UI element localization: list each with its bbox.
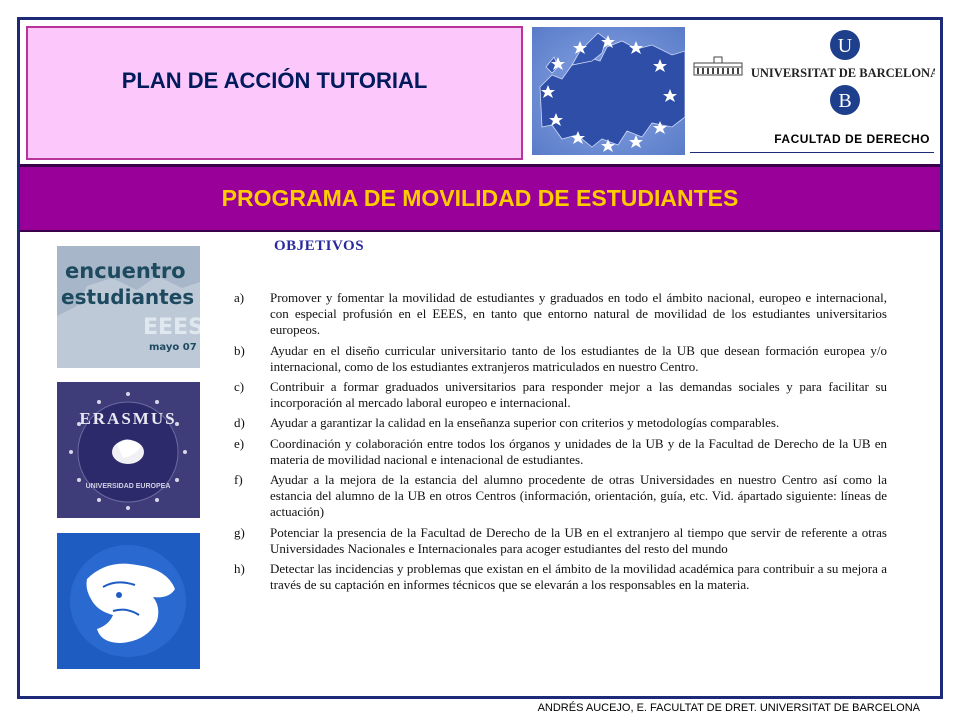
objective-text: Promover y fomentar la movilidad de estudiantes y graduados en todo el ámbito nacional, europeo e internacional, con especial profusión en el EEES, en tanto que entorno natural de movilidad de los estudiantes universitarios europeos. — [270, 290, 887, 338]
europe-map-image — [532, 27, 685, 155]
program-banner — [20, 164, 940, 232]
objective-letter: g) — [234, 524, 245, 540]
objective-item — [231, 290, 887, 339]
footer-credit: ANDRÉS AUCEJO, E. FACULTAT DE DRET. UNIVERSITAT DE BARCELONA — [537, 702, 920, 714]
erasmus-logo-image — [57, 382, 200, 518]
objective-text: Coordinación y colaboración entre todos los órganos y unidades de la UB y de la Facultad de Derecho de la UB en materia de movilidad nacional e intenacional de estudiantes. — [270, 435, 887, 467]
objective-item — [231, 525, 887, 557]
university-logo — [690, 27, 935, 127]
objectives-list — [231, 290, 887, 597]
objective-letter: c) — [234, 379, 245, 395]
objective-text: Ayudar en el diseño curricular universitario tanto de los estudiantes de la UB que desean formación europea y/o internacional, como de los estudiantes extranjeros matriculados en nuestro Centro. — [270, 342, 887, 374]
encuentro-line3: EEES — [143, 315, 200, 340]
erasmus-top-text: ERASMUS — [79, 409, 177, 428]
encuentro-line4: mayo 07 — [149, 342, 197, 353]
objective-text: Ayudar a garantizar la calidad en la enseñanza superior con criterios y metodologías comparables. — [270, 415, 780, 431]
encuentro-estudiantes-image — [57, 246, 200, 368]
objective-text: Potenciar la presencia de la Facultad de Derecho de la UB en el extranjero al tiempo que servir de referente a otras Universidades Nacionales e Internacionales para acoger estudiantes del resto del mundo — [270, 524, 887, 556]
objective-text: Ayudar a la mejora de la estancia del alumno procedente de otras Universidades en nuestro Centro así como la estancia del alumno de la UB en otros Centros (información, orientación, guía, etc. Vid. ápartado siguiente: líneas de actuación) — [270, 472, 887, 520]
objective-item — [231, 436, 887, 468]
objective-item — [231, 415, 887, 431]
encuentro-line2: estudiantes — [61, 285, 195, 309]
objective-item — [231, 472, 887, 521]
objective-letter: b) — [234, 342, 245, 358]
objective-item — [231, 343, 887, 375]
erasmus-emblem-image — [57, 533, 200, 669]
faculty-divider — [690, 152, 934, 153]
objective-text: Detectar las incidencias y problemas que existan en el ámbito de la movilidad académica para contribuir a su mejora a través de su captación en informes técnicos que se elevarán a los responsables en la materia. — [270, 561, 887, 593]
faculty-name: FACULTAD DE DERECHO — [774, 132, 930, 146]
objective-letter: e) — [234, 435, 245, 451]
objective-letter: h) — [234, 561, 245, 577]
encuentro-line1: encuentro — [65, 259, 186, 283]
title-box — [26, 26, 523, 160]
objectives-heading: OBJETIVOS — [274, 238, 365, 254]
logo-letter-b: B — [838, 90, 852, 112]
program-title: PROGRAMA DE MOVILIDAD DE ESTUDIANTES — [221, 185, 739, 211]
erasmus-bottom-text: UNIVERSIDAD EUROPEA — [85, 483, 171, 490]
page-title: PLAN DE ACCIÓN TUTORIAL — [121, 68, 428, 93]
logo-letter-u: U — [837, 35, 853, 57]
objective-text: Contribuir a formar graduados universitarios para responder mejor a las demandas sociales y para facilitar su incorporación al mercado laboral europeo e internacional. — [270, 379, 887, 411]
objective-letter: d) — [234, 415, 245, 431]
objective-item — [231, 561, 887, 593]
objective-item — [231, 379, 887, 411]
objective-letter: f) — [234, 472, 243, 488]
university-name: UNIVERSITAT DE BARCELONA — [750, 66, 935, 80]
objective-letter: a) — [234, 290, 245, 305]
